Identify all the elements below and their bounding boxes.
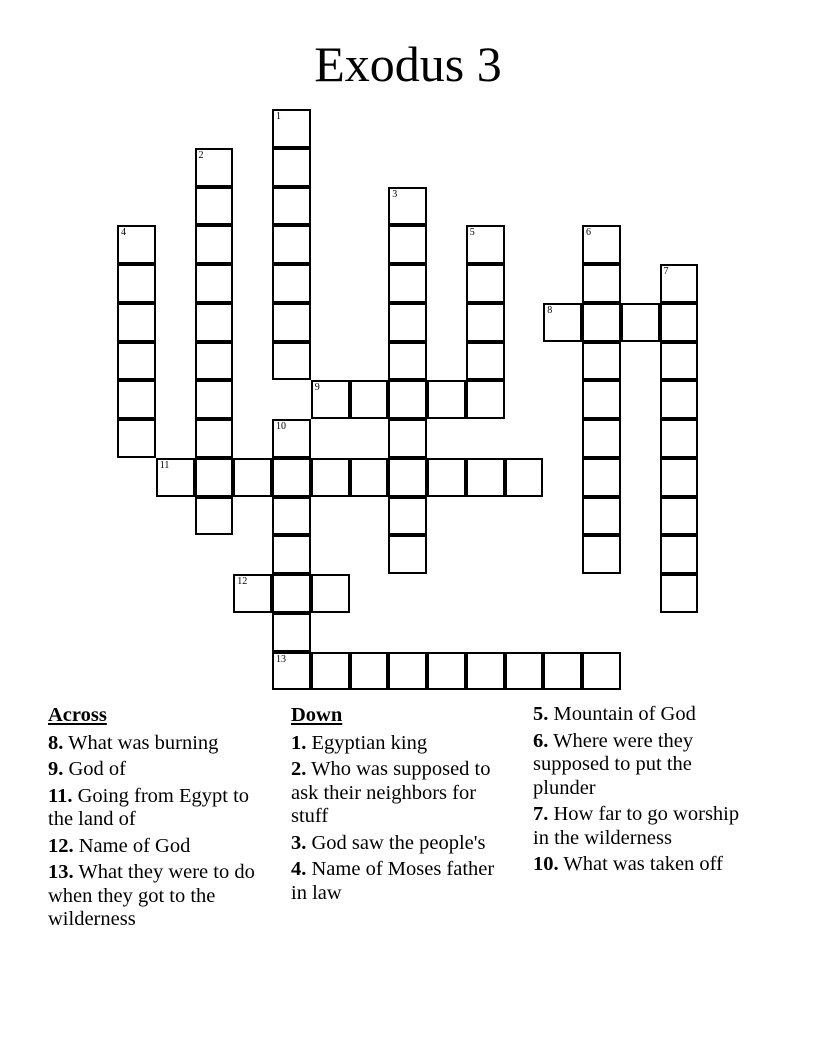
- grid-cell[interactable]: [427, 652, 466, 691]
- grid-cell[interactable]: [466, 225, 505, 264]
- grid-cell[interactable]: [466, 342, 505, 381]
- clue-number: 2.: [291, 758, 307, 780]
- grid-cell[interactable]: [117, 419, 156, 458]
- grid-cell[interactable]: [543, 303, 582, 342]
- grid-cell[interactable]: [388, 264, 427, 303]
- clue-number-label: 13: [276, 653, 286, 665]
- clue-down-3: [291, 832, 506, 856]
- grid-cell[interactable]: [195, 342, 234, 381]
- grid-cell[interactable]: [272, 187, 311, 226]
- clue-number-label: 8: [547, 304, 553, 316]
- grid-cell[interactable]: [466, 458, 505, 497]
- grid-cell[interactable]: [311, 652, 350, 691]
- grid-cell[interactable]: [660, 497, 699, 536]
- puzzle-title: Exodus 3: [314, 36, 502, 92]
- grid-cell[interactable]: [272, 342, 311, 381]
- grid-cell[interactable]: [582, 458, 621, 497]
- clue-number: 7.: [533, 803, 549, 825]
- grid-cell[interactable]: [388, 535, 427, 574]
- grid-cell[interactable]: [195, 380, 234, 419]
- grid-cell[interactable]: [660, 342, 699, 381]
- grid-cell[interactable]: [195, 458, 234, 497]
- clue-down-6: [533, 730, 743, 801]
- grid-cell[interactable]: [660, 574, 699, 613]
- clue-number: 6.: [533, 729, 549, 752]
- grid-cell[interactable]: [350, 652, 389, 691]
- across-header: Across: [48, 704, 107, 726]
- clue-number: 4.: [291, 858, 307, 880]
- clue-number: 8.: [48, 731, 64, 754]
- grid-cell[interactable]: [660, 303, 699, 342]
- clue-text: Name of Moses father in law: [291, 858, 495, 904]
- grid-cell[interactable]: [117, 342, 156, 381]
- clue-across-9: [48, 758, 276, 782]
- clue-text: Name of God: [73, 834, 191, 857]
- clue-down-1: [291, 732, 506, 756]
- grid-cell[interactable]: [660, 419, 699, 458]
- grid-cell[interactable]: [195, 187, 234, 226]
- clue-down-7: [533, 803, 743, 850]
- grid-cell[interactable]: [505, 458, 544, 497]
- grid-cell[interactable]: [388, 497, 427, 536]
- clue-text: Egyptian king: [306, 731, 428, 754]
- grid-cell[interactable]: [660, 380, 699, 419]
- clue-number-label: 4: [121, 227, 126, 239]
- grid-cell[interactable]: [195, 303, 234, 342]
- grid-cell[interactable]: [427, 380, 466, 419]
- grid-cell[interactable]: [660, 535, 699, 574]
- grid-cell[interactable]: [272, 613, 311, 652]
- grid-cell[interactable]: [311, 380, 350, 419]
- clue-number: 3.: [291, 831, 307, 854]
- grid-cell[interactable]: [660, 264, 699, 303]
- down-clues-continued: [533, 703, 743, 880]
- grid-cell[interactable]: [388, 342, 427, 381]
- grid-cell[interactable]: [466, 380, 505, 419]
- grid-cell[interactable]: [466, 303, 505, 342]
- clue-number-label: 11: [159, 459, 170, 471]
- clue-number-label: 12: [237, 576, 248, 587]
- clue-number-label: 9: [314, 382, 320, 394]
- grid-cell[interactable]: [117, 264, 156, 303]
- grid-cell[interactable]: [272, 419, 311, 458]
- clue-number: 12.: [48, 834, 74, 857]
- grid-cell[interactable]: [582, 419, 621, 458]
- clue-text: What was taken off: [558, 853, 723, 875]
- grid-cell[interactable]: [660, 458, 699, 497]
- grid-cell[interactable]: [272, 264, 311, 303]
- grid-cell[interactable]: [388, 187, 427, 226]
- grid-cell[interactable]: [427, 458, 466, 497]
- grid-cell[interactable]: [272, 148, 311, 187]
- grid-cell[interactable]: [388, 652, 427, 691]
- grid-cell[interactable]: [466, 652, 505, 691]
- down-clues: [291, 704, 506, 908]
- clue-number-label: 3: [392, 188, 398, 200]
- grid-cell[interactable]: [388, 458, 427, 497]
- grid-cell[interactable]: [272, 535, 311, 574]
- grid-cell[interactable]: [272, 225, 311, 264]
- grid-cell[interactable]: [117, 303, 156, 342]
- across-clues: [48, 704, 276, 935]
- clue-text: God saw the people's: [306, 831, 486, 854]
- grid-cell[interactable]: [388, 303, 427, 342]
- clue-text: What they were to do when they got to the wilderness: [48, 861, 255, 930]
- clue-text: God of: [63, 758, 127, 780]
- grid-cell[interactable]: [272, 652, 311, 691]
- clue-number: 1.: [291, 731, 307, 754]
- clue-number: 5.: [533, 703, 549, 725]
- grid-cell[interactable]: [195, 264, 234, 303]
- clue-number-label: 1: [276, 111, 281, 122]
- down-header: Down: [291, 704, 343, 726]
- grid-cell[interactable]: [350, 380, 389, 419]
- clue-number: 9.: [48, 758, 64, 780]
- grid-cell[interactable]: [350, 458, 389, 497]
- grid-cell[interactable]: [388, 225, 427, 264]
- clue-text: Going from Egypt to the land of: [48, 784, 250, 830]
- clue-number: 11.: [48, 784, 73, 807]
- clue-across-13: [48, 861, 276, 932]
- grid-cell[interactable]: [195, 419, 234, 458]
- grid-cell[interactable]: [233, 574, 272, 613]
- grid-cell[interactable]: [272, 109, 311, 148]
- grid-cell[interactable]: [388, 380, 427, 419]
- grid-cell[interactable]: [195, 497, 234, 536]
- grid-cell[interactable]: [195, 148, 234, 187]
- clue-down-2: [291, 758, 506, 829]
- clue-down-4: [291, 858, 506, 905]
- clue-across-11: [48, 785, 276, 832]
- grid-cell[interactable]: [582, 342, 621, 381]
- grid-cell[interactable]: [272, 303, 311, 342]
- grid-cell[interactable]: [117, 225, 156, 264]
- grid-cell[interactable]: [505, 652, 544, 691]
- grid-cell[interactable]: [311, 458, 350, 497]
- clue-text: How far to go worship in the wilderness: [533, 803, 740, 849]
- clue-number-label: 5: [469, 227, 475, 239]
- clue-text: What was burning: [63, 731, 219, 754]
- clue-number-label: 2: [198, 149, 204, 161]
- clue-number-label: 10: [276, 421, 286, 432]
- clue-across-8: [48, 732, 276, 756]
- grid-cell[interactable]: [233, 458, 272, 497]
- grid-cell[interactable]: [582, 264, 621, 303]
- clue-number-label: 6: [586, 227, 591, 239]
- clue-across-12: [48, 835, 276, 859]
- grid-cell[interactable]: [543, 652, 582, 691]
- grid-cell[interactable]: [117, 380, 156, 419]
- grid-cell[interactable]: [582, 535, 621, 574]
- grid-cell[interactable]: [195, 225, 234, 264]
- grid-cell[interactable]: [156, 458, 195, 497]
- grid-cell[interactable]: [311, 574, 350, 613]
- grid-cell[interactable]: [388, 419, 427, 458]
- grid-cell[interactable]: [582, 380, 621, 419]
- grid-cell[interactable]: [582, 652, 621, 691]
- grid-cell[interactable]: [582, 225, 621, 264]
- clue-down-10: [533, 853, 743, 877]
- grid-cell[interactable]: [582, 497, 621, 536]
- clue-number-label: 7: [663, 266, 669, 277]
- grid-cell[interactable]: [272, 574, 311, 613]
- grid-cell[interactable]: [466, 264, 505, 303]
- grid-cell[interactable]: [621, 303, 660, 342]
- clue-text: Who was supposed to ask their neighbors for stuff: [291, 758, 491, 827]
- grid-cell[interactable]: [272, 458, 311, 497]
- clue-down-5: [533, 703, 743, 727]
- clue-number: 10.: [533, 853, 559, 875]
- clue-number: 13.: [48, 861, 74, 883]
- grid-cell[interactable]: [582, 303, 621, 342]
- clue-text: Mountain of God: [548, 703, 696, 725]
- grid-cell[interactable]: [272, 497, 311, 536]
- clue-text: Where were they supposed to put the plunder: [533, 729, 694, 799]
